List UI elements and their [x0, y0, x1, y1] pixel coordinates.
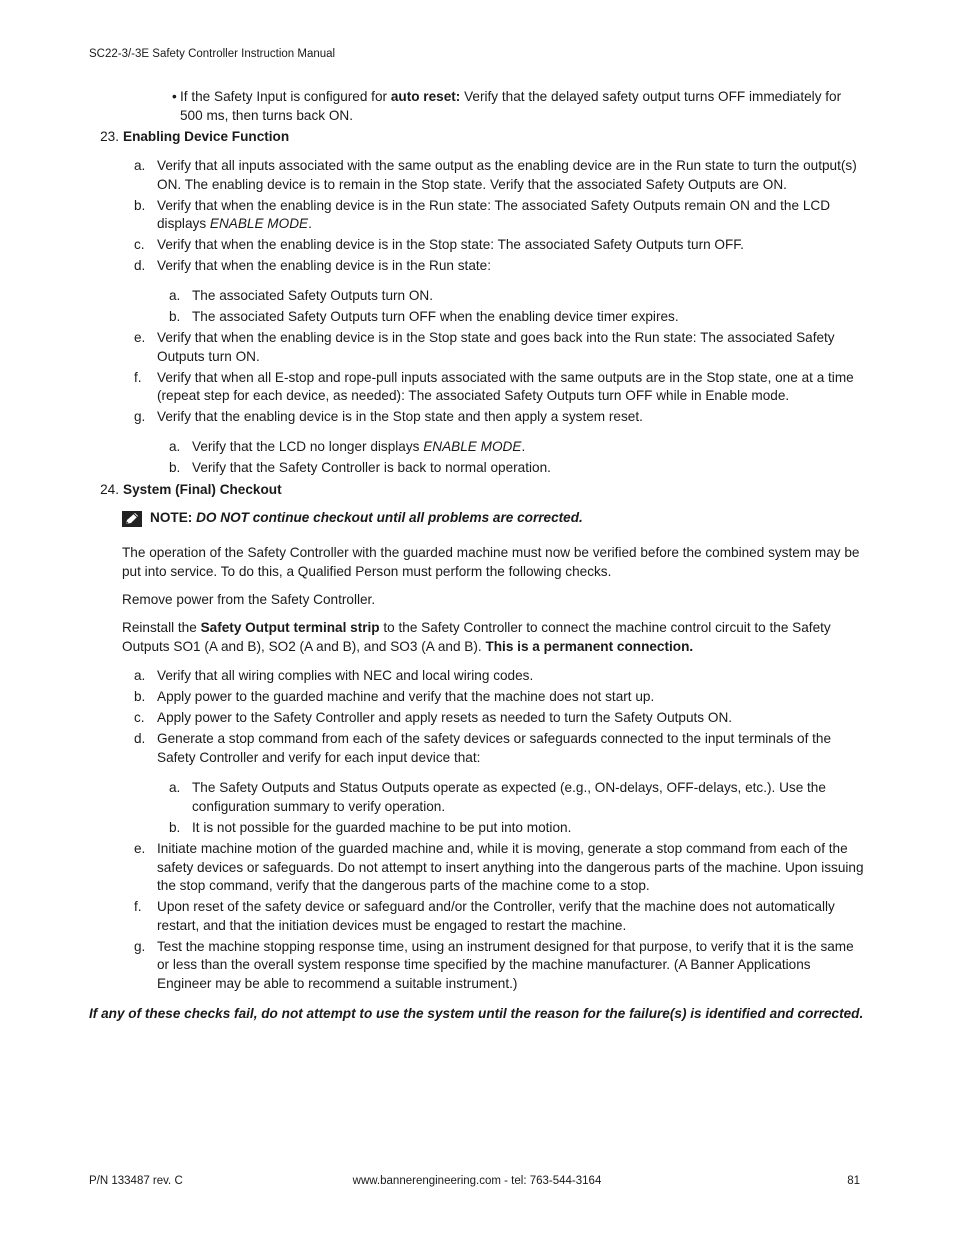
bullet-marker: •	[172, 89, 177, 104]
list-item-text: Verify that when the enabling device is in the Stop state: The associated Safety Outputs turn OFF.	[157, 237, 744, 252]
list-marker: a.	[134, 668, 146, 683]
list-item-text: Verify that the enabling device is in the Stop state and then apply a system reset.	[157, 409, 643, 424]
list-item-text: The associated Safety Outputs turn OFF when the enabling device timer expires.	[192, 309, 679, 324]
list-item	[134, 898, 866, 935]
lcd-display-text: ENABLE MODE	[209, 216, 309, 231]
list-item	[134, 709, 866, 728]
list-marker: d.	[134, 258, 146, 273]
note-label: NOTE:	[150, 510, 193, 525]
section-title: Enabling Device Function	[123, 129, 290, 144]
section-23-substeps-g	[169, 438, 866, 480]
section-24-steps-e-g	[134, 840, 866, 996]
list-item-text: Verify that when all E-stop and rope-pull inputs associated with the same outputs are in the Stop state, one at a time (repeat step for each device, as needed): The associated Safety Outputs turn OFF while in Enable mode.	[157, 369, 854, 403]
list-item	[169, 438, 866, 457]
list-item-text: Verify that all inputs associated with the same output as the enabling device are in the Run state to turn the output(s) ON. The enabling device is to remain in the Stop state. Verify that the associated Safety Outputs are ON.	[157, 158, 857, 192]
list-item-text: The associated Safety Outputs turn ON.	[192, 288, 434, 303]
footer-website: www.bannerengineering.com - tel: 763-544-3164	[352, 1175, 602, 1187]
list-item	[134, 157, 866, 194]
list-item	[134, 840, 866, 896]
list-item	[134, 938, 866, 994]
list-item	[134, 667, 866, 686]
pencil-note-icon	[122, 511, 142, 527]
list-item-text: Apply power to the guarded machine and verify that the machine does not start up.	[157, 689, 655, 704]
list-marker: b.	[169, 819, 181, 835]
intro-bullet	[172, 88, 862, 125]
list-item-text: Verify that when the enabling device is in the Run state:	[157, 258, 492, 273]
section-24-steps-a-d	[134, 667, 866, 770]
list-marker: a.	[169, 780, 181, 795]
permanent-connection-label: This is a permanent connection.	[485, 638, 694, 654]
list-marker: b.	[134, 689, 146, 704]
list-item-text: Apply power to the Safety Controller and apply resets as needed to turn the Safety Outputs ON.	[157, 710, 733, 725]
list-item-text: Test the machine stopping response time, using an instrument designed for that purpose, to verify that it is the same or less than the overall system response time specified by the machine manufacturer. (A Banner Applications Engineer may be able to recommend a suitable instrument.)	[157, 938, 854, 991]
list-marker: c.	[134, 710, 145, 725]
footer-page-number: 81	[847, 1175, 860, 1187]
lcd-display-text: ENABLE MODE	[423, 439, 522, 454]
terminal-strip-label: Safety Output terminal strip	[200, 620, 380, 635]
list-marker: c.	[134, 237, 145, 252]
list-item	[134, 329, 866, 366]
list-marker: e.	[134, 841, 146, 856]
section-title: System (Final) Checkout	[123, 482, 282, 497]
section-23-steps-e-g	[134, 329, 866, 429]
list-item	[134, 369, 866, 406]
paragraph-reinstall: Reinstall the Safety Output terminal strip to the Safety Controller to connect the machine control circuit to the Safety Outputs SO1 (A and B), SO2 (A and B), and SO3 (A and B). This is a permanent connection.	[122, 620, 831, 654]
list-marker: f.	[134, 369, 142, 385]
list-item-text: Upon reset of the safety device or safeguard and/or the Controller, verify that the machine does not automatically restart, and that the initiation devices must be engaged to restart the machine.	[157, 899, 835, 933]
list-marker: e.	[134, 330, 146, 345]
section-number: 24.	[100, 482, 119, 497]
section-23-steps-a-d	[134, 157, 866, 278]
list-marker: b.	[169, 309, 181, 324]
list-item-text: Generate a stop command from each of the safety devices or safeguards connected to the input terminals of the Safety Controller and verify for each input device that:	[157, 731, 832, 765]
footer-part-number: P/N 133487 rev. C	[89, 1175, 183, 1187]
list-item-text: Verify that when the enabling device is in the Stop state and goes back into the Run state: The associated Safety Outputs turn ON.	[157, 330, 835, 364]
list-marker: d.	[134, 731, 146, 746]
list-item	[169, 459, 866, 478]
list-marker: g.	[134, 409, 146, 424]
list-marker: a.	[169, 439, 181, 454]
list-marker: f.	[134, 899, 142, 914]
section-24-substeps-d	[169, 779, 866, 840]
section-23-substeps-d	[169, 287, 866, 329]
list-item	[134, 688, 866, 707]
paragraph-remove-power: Remove power from the Safety Controller.	[122, 592, 376, 607]
list-item	[134, 236, 866, 255]
final-warning: If any of these checks fail, do not attempt to use the system until the reason for the failure(s) is identified and corrected.	[89, 1006, 864, 1021]
list-marker: b.	[169, 460, 181, 475]
list-item	[169, 287, 866, 306]
list-item-text: Verify that when the enabling device is in the Run state: The associated Safety Outputs remain ON and the LCD displays ENABLE MODE.	[157, 197, 831, 231]
list-item	[134, 730, 866, 767]
section-number: 23.	[100, 129, 119, 144]
list-item-text: The Safety Outputs and Status Outputs operate as expected (e.g., ON-delays, OFF-delays, etc.). Use the configuration summary to verify operation.	[192, 780, 826, 814]
list-item	[169, 308, 866, 327]
paragraph-operation: The operation of the Safety Controller with the guarded machine must now be verified before the combined system may be put into service. To do this, a Qualified Person must perform the following checks.	[122, 545, 860, 579]
list-item-text: Verify that the LCD no longer displays ENABLE MODE.	[192, 439, 526, 454]
list-item-text: It is not possible for the guarded machine to be put into motion.	[192, 819, 572, 835]
list-item	[169, 819, 866, 838]
list-item-text: Verify that all wiring complies with NEC and local wiring codes.	[157, 668, 534, 683]
list-item	[169, 779, 866, 816]
auto-reset-label: auto reset:	[390, 89, 461, 104]
list-marker: a.	[169, 288, 181, 303]
list-item-text: Initiate machine motion of the guarded machine and, while it is moving, generate a stop command from each of the safety devices or safeguards. Do not attempt to insert anything into the dangerous parts of the machine. Upon issuing the stop command, verify that the dangerous parts of the machine come to a stop.	[157, 841, 864, 893]
note-text: DO NOT continue checkout until all problems are corrected.	[196, 510, 583, 525]
list-item	[134, 257, 866, 276]
list-marker: a.	[134, 158, 146, 173]
list-item	[134, 408, 866, 427]
page-header: SC22-3/-3E Safety Controller Instruction Manual	[89, 48, 336, 60]
list-item-text: Verify that the Safety Controller is back to normal operation.	[192, 460, 551, 475]
bullet-text: If the Safety Input is configured for auto reset: Verify that the delayed safety output turns OFF immediately for 500 ms, then turns back ON.	[180, 89, 842, 123]
list-item	[134, 197, 866, 234]
list-marker: b.	[134, 197, 146, 213]
list-marker: g.	[134, 938, 146, 954]
